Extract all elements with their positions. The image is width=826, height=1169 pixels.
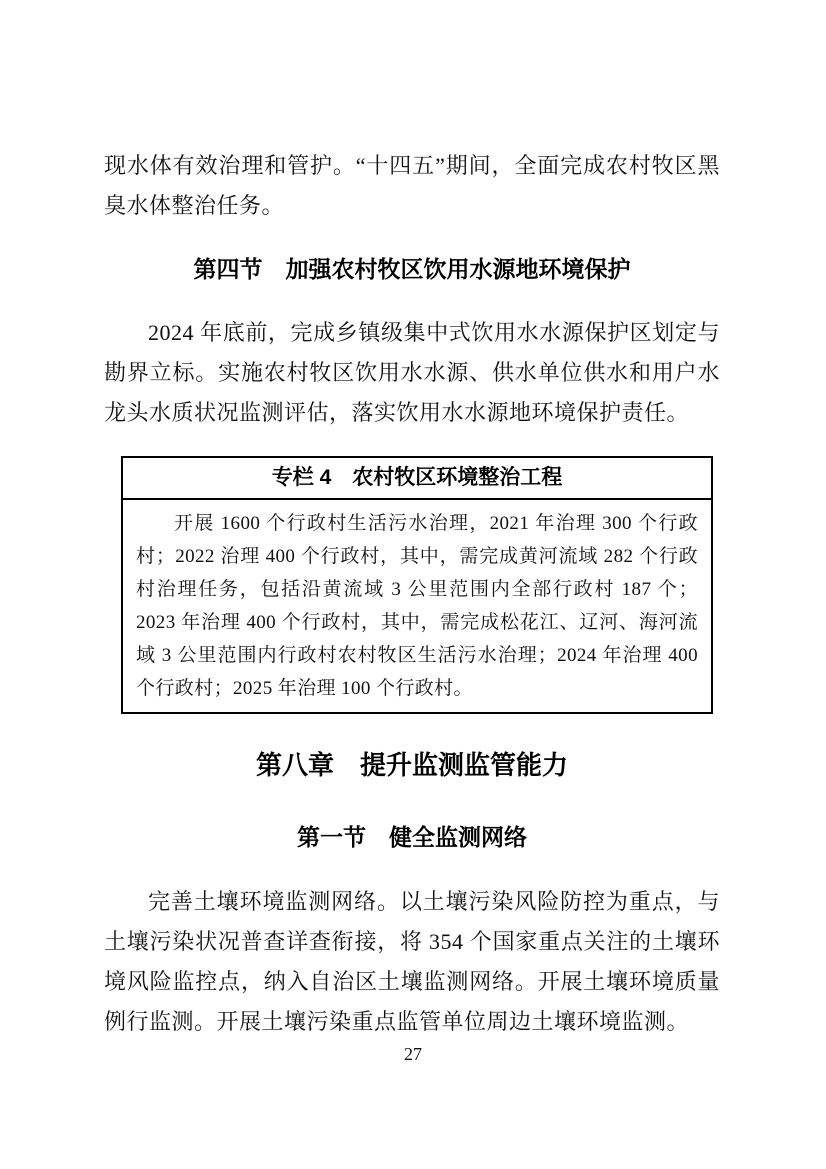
- column-box-title: 专栏 4 农村牧区环境整治工程: [123, 458, 711, 500]
- heading-section-1: 第一节 健全监测网络: [297, 825, 527, 850]
- paragraph-soil-monitoring: 完善土壤环境监测网络。以土壤污染风险防控为重点，与土壤污染状况普查详查衔接，将 354 个国家重点关注的土壤环境风险监控点，纳入自治区土壤监测网络。开展土壤环境质量例行监测。开展土壤污染重点监管单位周边土壤环境监测。: [104, 889, 720, 1034]
- column-box-body: 开展 1600 个行政村生活污水治理，2021 年治理 300 个行政村；2022 治理 400 个行政村，其中，需完成黄河流域 282 个行政村治理任务，包括沿黄流域 3 公里范围内全部行政村 187 个；2023 年治理 400 个行政村，其中，需完成松花江、辽河、海河流域 3 公里范围内行政村农村牧区生活污水治理；2024 年治理 400 个行政村；2025 年治理 100 个行政村。: [136, 513, 698, 699]
- paragraph-drinking-water-source: 2024 年底前，完成乡镇级集中式饮用水水源保护区划定与勘界立标。实施农村牧区饮用水水源、供水单位供水和用户水龙头水质状况监测评估，落实饮用水水源地环境保护责任。: [104, 320, 720, 425]
- paragraph-black-odor-water: 现水体有效治理和管护。“十四五”期间，全面完成农村牧区黑臭水体整治任务。: [104, 153, 720, 218]
- page-number: 27: [404, 1044, 422, 1064]
- heading-section-4: 第四节 加强农村牧区饮用水源地环境保护: [193, 257, 631, 282]
- column-box-4: [121, 456, 713, 714]
- heading-chapter-8: 第八章 提升监测监管能力: [255, 750, 568, 780]
- page-content: [104, 146, 720, 1042]
